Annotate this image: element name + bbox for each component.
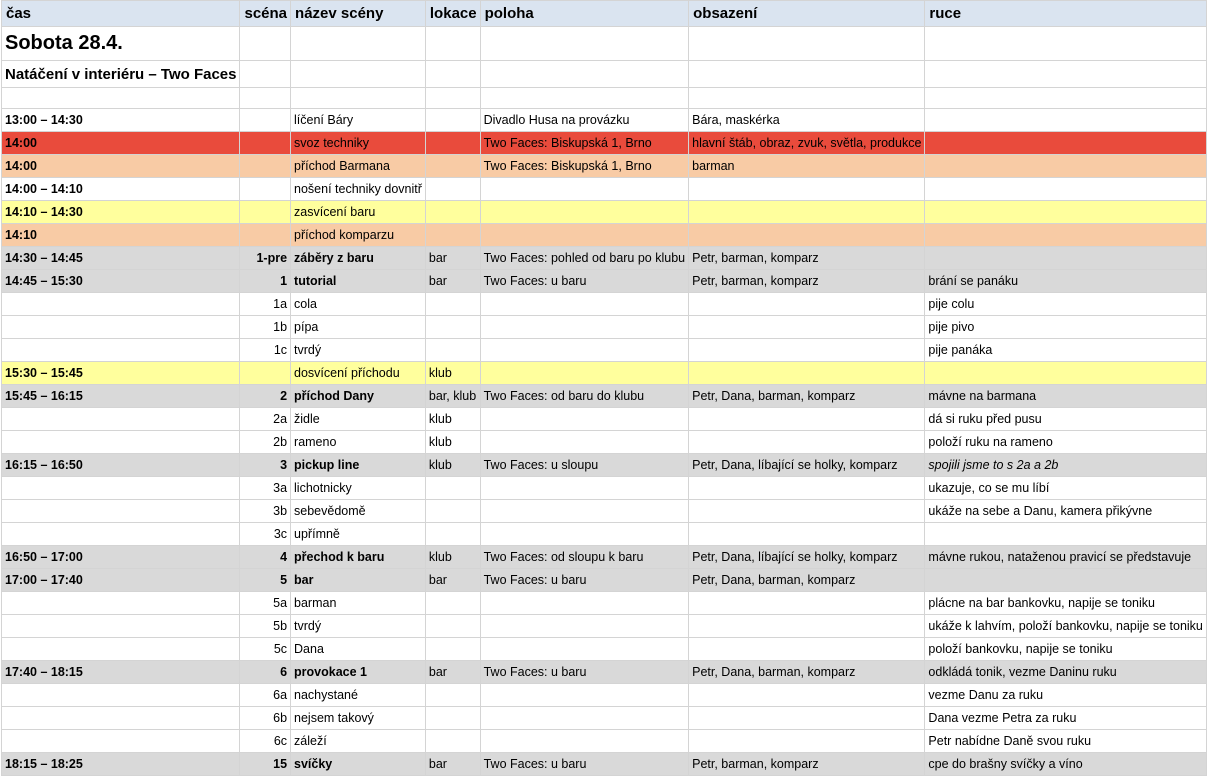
- table-row: [2, 431, 1207, 454]
- cell-scena[interactable]: [240, 224, 291, 247]
- cell-obsazeni[interactable]: Petr, barman, komparz: [689, 247, 925, 270]
- cell-nazev[interactable]: svoz techniky: [291, 132, 426, 155]
- cell-cas[interactable]: 13:00 – 14:30: [2, 109, 240, 132]
- cell-obsazeni[interactable]: Petr, Dana, líbající se holky, komparz: [689, 546, 925, 569]
- cell-cas[interactable]: [2, 316, 240, 339]
- cell-cas[interactable]: [2, 293, 240, 316]
- header-obsazeni[interactable]: obsazení: [689, 1, 925, 27]
- cell-lokace[interactable]: [425, 178, 480, 201]
- table-row: [2, 569, 1207, 592]
- cell-lokace[interactable]: bar: [425, 247, 480, 270]
- table-row: [2, 523, 1207, 546]
- cell-ruce[interactable]: [925, 247, 1206, 270]
- cell-scena[interactable]: 15: [240, 753, 291, 776]
- header-scena[interactable]: scéna: [240, 1, 291, 27]
- cell-nazev[interactable]: příchod Dany: [291, 385, 426, 408]
- title-row: [2, 27, 1207, 61]
- cell[interactable]: [291, 61, 426, 88]
- cell-lokace[interactable]: [425, 523, 480, 546]
- cell-ruce[interactable]: položí ruku na rameno: [925, 431, 1206, 454]
- cell-scena[interactable]: 5: [240, 569, 291, 592]
- cell-poloha[interactable]: Two Faces: Biskupská 1, Brno: [480, 132, 689, 155]
- cell-nazev[interactable]: sebevědomě: [291, 500, 426, 523]
- cell-nazev[interactable]: příchod Barmana: [291, 155, 426, 178]
- table-row: [2, 730, 1207, 753]
- cell-poloha[interactable]: [480, 684, 689, 707]
- cell-scena[interactable]: 6a: [240, 684, 291, 707]
- cell-nazev[interactable]: Dana: [291, 638, 426, 661]
- table-row: [2, 454, 1207, 477]
- cell-lokace[interactable]: [425, 109, 480, 132]
- cell-cas[interactable]: [2, 730, 240, 753]
- cell-nazev[interactable]: barman: [291, 592, 426, 615]
- cell-nazev[interactable]: upřímně: [291, 523, 426, 546]
- cell-lokace[interactable]: klub: [425, 408, 480, 431]
- cell-scena[interactable]: 3: [240, 454, 291, 477]
- table-row: [2, 753, 1207, 776]
- table-row: [2, 178, 1207, 201]
- cell-nazev[interactable]: záleží: [291, 730, 426, 753]
- cell-nazev[interactable]: příchod komparzu: [291, 224, 426, 247]
- cell-scena[interactable]: [240, 178, 291, 201]
- sheet-subtitle[interactable]: Natáčení v interiéru – Two Faces: [2, 61, 240, 88]
- cell-scena[interactable]: 1b: [240, 316, 291, 339]
- cell-nazev[interactable]: tvrdý: [291, 615, 426, 638]
- cell[interactable]: [480, 88, 689, 109]
- cell-ruce[interactable]: ukáže na sebe a Danu, kamera přikývne: [925, 500, 1206, 523]
- cell-ruce[interactable]: Petr nabídne Daně svou ruku: [925, 730, 1206, 753]
- table-row: [2, 707, 1207, 730]
- cell-obsazeni[interactable]: hlavní štáb, obraz, zvuk, světla, produkce: [689, 132, 925, 155]
- cell-nazev[interactable]: nejsem takový: [291, 707, 426, 730]
- header-row: [2, 1, 1207, 27]
- cell-lokace[interactable]: klub: [425, 546, 480, 569]
- cell-ruce[interactable]: [925, 178, 1206, 201]
- table-row: [2, 316, 1207, 339]
- cell-obsazeni[interactable]: [689, 408, 925, 431]
- table-row: [2, 684, 1207, 707]
- sheet-title[interactable]: Sobota 28.4.: [2, 27, 240, 61]
- cell-nazev[interactable]: provokace 1: [291, 661, 426, 684]
- cell-cas[interactable]: 14:45 – 15:30: [2, 270, 240, 293]
- cell-cas[interactable]: [2, 477, 240, 500]
- cell-poloha[interactable]: [480, 293, 689, 316]
- cell-poloha[interactable]: Two Faces: Biskupská 1, Brno: [480, 155, 689, 178]
- cell-cas[interactable]: 14:10: [2, 224, 240, 247]
- cell-lokace[interactable]: [425, 132, 480, 155]
- cell-scena[interactable]: 1c: [240, 339, 291, 362]
- cell-cas[interactable]: [2, 615, 240, 638]
- cell-ruce[interactable]: Dana vezme Petra za ruku: [925, 707, 1206, 730]
- cell-cas[interactable]: [2, 339, 240, 362]
- cell-obsazeni[interactable]: [689, 523, 925, 546]
- cell-poloha[interactable]: Two Faces: od baru do klubu: [480, 385, 689, 408]
- cell-lokace[interactable]: bar: [425, 569, 480, 592]
- cell-lokace[interactable]: [425, 155, 480, 178]
- subtitle-row: [2, 61, 1207, 88]
- cell-ruce[interactable]: pije pivo: [925, 316, 1206, 339]
- cell-poloha[interactable]: [480, 500, 689, 523]
- cell-poloha[interactable]: [480, 339, 689, 362]
- cell[interactable]: [689, 27, 925, 61]
- cell-nazev[interactable]: líčení Báry: [291, 109, 426, 132]
- cell-obsazeni[interactable]: [689, 684, 925, 707]
- cell-ruce[interactable]: [925, 569, 1206, 592]
- cell[interactable]: [925, 88, 1206, 109]
- table-row: [2, 500, 1207, 523]
- cell-scena[interactable]: 1-pre: [240, 247, 291, 270]
- cell-nazev[interactable]: přechod k baru: [291, 546, 426, 569]
- cell[interactable]: [291, 88, 426, 109]
- cell-nazev[interactable]: pípa: [291, 316, 426, 339]
- cell-cas[interactable]: 17:00 – 17:40: [2, 569, 240, 592]
- cell-poloha[interactable]: [480, 592, 689, 615]
- cell-lokace[interactable]: [425, 339, 480, 362]
- cell-poloha[interactable]: [480, 615, 689, 638]
- cell-obsazeni[interactable]: [689, 339, 925, 362]
- cell-ruce[interactable]: odkládá tonik, vezme Daninu ruku: [925, 661, 1206, 684]
- table-row: [2, 132, 1207, 155]
- cell-cas[interactable]: [2, 500, 240, 523]
- cell-ruce[interactable]: [925, 132, 1206, 155]
- table-row: [2, 224, 1207, 247]
- table-row: [2, 247, 1207, 270]
- cell-ruce[interactable]: [925, 201, 1206, 224]
- cell-scena[interactable]: 3c: [240, 523, 291, 546]
- cell-lokace[interactable]: bar: [425, 661, 480, 684]
- table-row: [2, 201, 1207, 224]
- table-row: [2, 408, 1207, 431]
- cell-cas[interactable]: 16:15 – 16:50: [2, 454, 240, 477]
- cell-poloha[interactable]: [480, 523, 689, 546]
- header-lokace[interactable]: lokace: [425, 1, 480, 27]
- cell-poloha[interactable]: [480, 224, 689, 247]
- cell[interactable]: [240, 27, 291, 61]
- cell-poloha[interactable]: [480, 431, 689, 454]
- cell-cas[interactable]: 14:00: [2, 155, 240, 178]
- cell-lokace[interactable]: klub: [425, 454, 480, 477]
- cell-poloha[interactable]: [480, 707, 689, 730]
- cell-ruce[interactable]: [925, 523, 1206, 546]
- cell-ruce[interactable]: [925, 224, 1206, 247]
- table-row: [2, 615, 1207, 638]
- cell-obsazeni[interactable]: [689, 615, 925, 638]
- cell-poloha[interactable]: [480, 408, 689, 431]
- cell-ruce[interactable]: vezme Danu za ruku: [925, 684, 1206, 707]
- table-row: [2, 362, 1207, 385]
- table-row: [2, 270, 1207, 293]
- cell-ruce[interactable]: dá si ruku před pusu: [925, 408, 1206, 431]
- cell-scena[interactable]: 1a: [240, 293, 291, 316]
- cell-scena[interactable]: 3b: [240, 500, 291, 523]
- cell-obsazeni[interactable]: [689, 431, 925, 454]
- cell-nazev[interactable]: rameno: [291, 431, 426, 454]
- cell-poloha[interactable]: [480, 178, 689, 201]
- cell-scena[interactable]: 6b: [240, 707, 291, 730]
- cell-cas[interactable]: [2, 592, 240, 615]
- cell-cas[interactable]: 16:50 – 17:00: [2, 546, 240, 569]
- cell[interactable]: [240, 88, 291, 109]
- empty-row: [2, 88, 1207, 109]
- cell-scena[interactable]: 4: [240, 546, 291, 569]
- cell-poloha[interactable]: [480, 201, 689, 224]
- cell-poloha[interactable]: [480, 316, 689, 339]
- cell-cas[interactable]: 14:00: [2, 132, 240, 155]
- header-nazev[interactable]: název scény: [291, 1, 426, 27]
- cell-obsazeni[interactable]: [689, 362, 925, 385]
- cell-lokace[interactable]: [425, 500, 480, 523]
- cell[interactable]: [425, 61, 480, 88]
- cell-obsazeni[interactable]: Petr, Dana, barman, komparz: [689, 569, 925, 592]
- cell-obsazeni[interactable]: [689, 201, 925, 224]
- cell-lokace[interactable]: klub: [425, 431, 480, 454]
- cell-poloha[interactable]: Two Faces: u sloupu: [480, 454, 689, 477]
- cell-poloha[interactable]: Two Faces: u baru: [480, 661, 689, 684]
- cell-obsazeni[interactable]: [689, 477, 925, 500]
- cell-ruce[interactable]: mávne na barmana: [925, 385, 1206, 408]
- cell-scena[interactable]: 2a: [240, 408, 291, 431]
- cell-cas[interactable]: 18:15 – 18:25: [2, 753, 240, 776]
- cell-lokace[interactable]: bar: [425, 270, 480, 293]
- cell-poloha[interactable]: Two Faces: od sloupu k baru: [480, 546, 689, 569]
- table-row: [2, 661, 1207, 684]
- cell-ruce[interactable]: [925, 109, 1206, 132]
- cell-obsazeni[interactable]: [689, 293, 925, 316]
- cell-obsazeni[interactable]: Petr, Dana, líbající se holky, komparz: [689, 454, 925, 477]
- cell-nazev[interactable]: nachystané: [291, 684, 426, 707]
- cell[interactable]: [925, 61, 1206, 88]
- cell-nazev[interactable]: bar: [291, 569, 426, 592]
- cell-nazev[interactable]: židle: [291, 408, 426, 431]
- cell-ruce[interactable]: [925, 362, 1206, 385]
- table-row: [2, 385, 1207, 408]
- cell-cas[interactable]: [2, 707, 240, 730]
- cell[interactable]: [689, 61, 925, 88]
- cell-scena[interactable]: [240, 132, 291, 155]
- cell[interactable]: [425, 27, 480, 61]
- cell-obsazeni[interactable]: [689, 730, 925, 753]
- cell-cas[interactable]: [2, 523, 240, 546]
- cell-obsazeni[interactable]: [689, 500, 925, 523]
- cell-poloha[interactable]: [480, 730, 689, 753]
- cell-cas[interactable]: [2, 684, 240, 707]
- cell-obsazeni[interactable]: [689, 224, 925, 247]
- cell-nazev[interactable]: tutorial: [291, 270, 426, 293]
- cell-poloha[interactable]: Two Faces: pohled od baru po klubu: [480, 247, 689, 270]
- cell-poloha[interactable]: [480, 638, 689, 661]
- schedule-body: [2, 109, 1207, 776]
- cell-scena[interactable]: 2b: [240, 431, 291, 454]
- cell-nazev[interactable]: tvrdý: [291, 339, 426, 362]
- cell-ruce[interactable]: mávne rukou, nataženou pravicí se představuje: [925, 546, 1206, 569]
- cell-obsazeni[interactable]: Bára, maskérka: [689, 109, 925, 132]
- cell-lokace[interactable]: [425, 293, 480, 316]
- cell-obsazeni[interactable]: Petr, barman, komparz: [689, 270, 925, 293]
- cell[interactable]: [689, 88, 925, 109]
- cell-obsazeni[interactable]: Petr, Dana, barman, komparz: [689, 385, 925, 408]
- cell-ruce[interactable]: pije panáka: [925, 339, 1206, 362]
- cell-poloha[interactable]: Two Faces: u baru: [480, 753, 689, 776]
- cell-nazev[interactable]: svíčky: [291, 753, 426, 776]
- cell-scena[interactable]: 1: [240, 270, 291, 293]
- cell-lokace[interactable]: [425, 316, 480, 339]
- cell-obsazeni[interactable]: Petr, barman, komparz: [689, 753, 925, 776]
- cell[interactable]: [2, 88, 240, 109]
- table-row: [2, 293, 1207, 316]
- cell-lokace[interactable]: [425, 707, 480, 730]
- cell-cas[interactable]: 15:30 – 15:45: [2, 362, 240, 385]
- cell-lokace[interactable]: [425, 201, 480, 224]
- cell-ruce[interactable]: pije colu: [925, 293, 1206, 316]
- cell-cas[interactable]: 14:10 – 14:30: [2, 201, 240, 224]
- cell-lokace[interactable]: [425, 730, 480, 753]
- cell-obsazeni[interactable]: [689, 592, 925, 615]
- cell-obsazeni[interactable]: [689, 707, 925, 730]
- table-row: [2, 109, 1207, 132]
- cell-lokace[interactable]: klub: [425, 362, 480, 385]
- cell[interactable]: [480, 27, 689, 61]
- cell-cas[interactable]: [2, 638, 240, 661]
- cell-poloha[interactable]: [480, 477, 689, 500]
- cell-ruce[interactable]: ukáže k lahvím, položí bankovku, napije se toniku: [925, 615, 1206, 638]
- cell-scena[interactable]: 5a: [240, 592, 291, 615]
- cell-obsazeni[interactable]: [689, 178, 925, 201]
- cell-ruce[interactable]: ukazuje, co se mu líbí: [925, 477, 1206, 500]
- cell-poloha[interactable]: Two Faces: u baru: [480, 270, 689, 293]
- cell-nazev[interactable]: dosvícení příchodu: [291, 362, 426, 385]
- cell-nazev[interactable]: nošení techniky dovnitř: [291, 178, 426, 201]
- cell-obsazeni[interactable]: barman: [689, 155, 925, 178]
- cell[interactable]: [291, 27, 426, 61]
- cell-scena[interactable]: 3a: [240, 477, 291, 500]
- header-cas[interactable]: čas: [2, 1, 240, 27]
- cell-cas[interactable]: [2, 408, 240, 431]
- table-row: [2, 155, 1207, 178]
- cell-lokace[interactable]: [425, 592, 480, 615]
- cell-scena[interactable]: 5b: [240, 615, 291, 638]
- cell-nazev[interactable]: cola: [291, 293, 426, 316]
- cell-lokace[interactable]: [425, 224, 480, 247]
- cell-ruce[interactable]: spojili jsme to s 2a a 2b: [925, 454, 1206, 477]
- cell-scena[interactable]: 5c: [240, 638, 291, 661]
- cell-nazev[interactable]: záběry z baru: [291, 247, 426, 270]
- cell[interactable]: [425, 88, 480, 109]
- header-ruce[interactable]: ruce: [925, 1, 1206, 27]
- cell-scena[interactable]: [240, 109, 291, 132]
- cell-lokace[interactable]: [425, 638, 480, 661]
- cell-poloha[interactable]: Divadlo Husa na provázku: [480, 109, 689, 132]
- cell-lokace[interactable]: bar, klub: [425, 385, 480, 408]
- cell-poloha[interactable]: [480, 362, 689, 385]
- cell-cas[interactable]: [2, 431, 240, 454]
- cell-nazev[interactable]: zasvícení baru: [291, 201, 426, 224]
- cell-ruce[interactable]: plácne na bar bankovku, napije se toniku: [925, 592, 1206, 615]
- cell-cas[interactable]: 14:00 – 14:10: [2, 178, 240, 201]
- cell-obsazeni[interactable]: Petr, Dana, barman, komparz: [689, 661, 925, 684]
- cell-obsazeni[interactable]: [689, 316, 925, 339]
- cell-lokace[interactable]: [425, 477, 480, 500]
- cell-poloha[interactable]: Two Faces: u baru: [480, 569, 689, 592]
- cell-ruce[interactable]: položí bankovku, napije se toniku: [925, 638, 1206, 661]
- cell-cas[interactable]: 17:40 – 18:15: [2, 661, 240, 684]
- cell-cas[interactable]: 14:30 – 14:45: [2, 247, 240, 270]
- table-row: [2, 546, 1207, 569]
- cell[interactable]: [480, 61, 689, 88]
- schedule-sheet: [1, 0, 1207, 776]
- cell-scena[interactable]: 2: [240, 385, 291, 408]
- table-row: [2, 638, 1207, 661]
- cell-lokace[interactable]: bar: [425, 753, 480, 776]
- cell-scena[interactable]: [240, 201, 291, 224]
- cell-scena[interactable]: [240, 155, 291, 178]
- header-poloha[interactable]: poloha: [480, 1, 689, 27]
- cell-ruce[interactable]: cpe do brašny svíčky a víno: [925, 753, 1206, 776]
- cell-scena[interactable]: [240, 362, 291, 385]
- table-row: [2, 339, 1207, 362]
- cell-obsazeni[interactable]: [689, 638, 925, 661]
- cell-lokace[interactable]: [425, 615, 480, 638]
- table-row: [2, 477, 1207, 500]
- cell-ruce[interactable]: [925, 155, 1206, 178]
- cell-ruce[interactable]: brání se panáku: [925, 270, 1206, 293]
- cell-lokace[interactable]: [425, 684, 480, 707]
- cell-cas[interactable]: 15:45 – 16:15: [2, 385, 240, 408]
- cell[interactable]: [240, 61, 291, 88]
- cell-scena[interactable]: 6: [240, 661, 291, 684]
- cell-nazev[interactable]: pickup line: [291, 454, 426, 477]
- cell[interactable]: [925, 27, 1206, 61]
- cell-scena[interactable]: 6c: [240, 730, 291, 753]
- table-row: [2, 592, 1207, 615]
- cell-nazev[interactable]: lichotnicky: [291, 477, 426, 500]
